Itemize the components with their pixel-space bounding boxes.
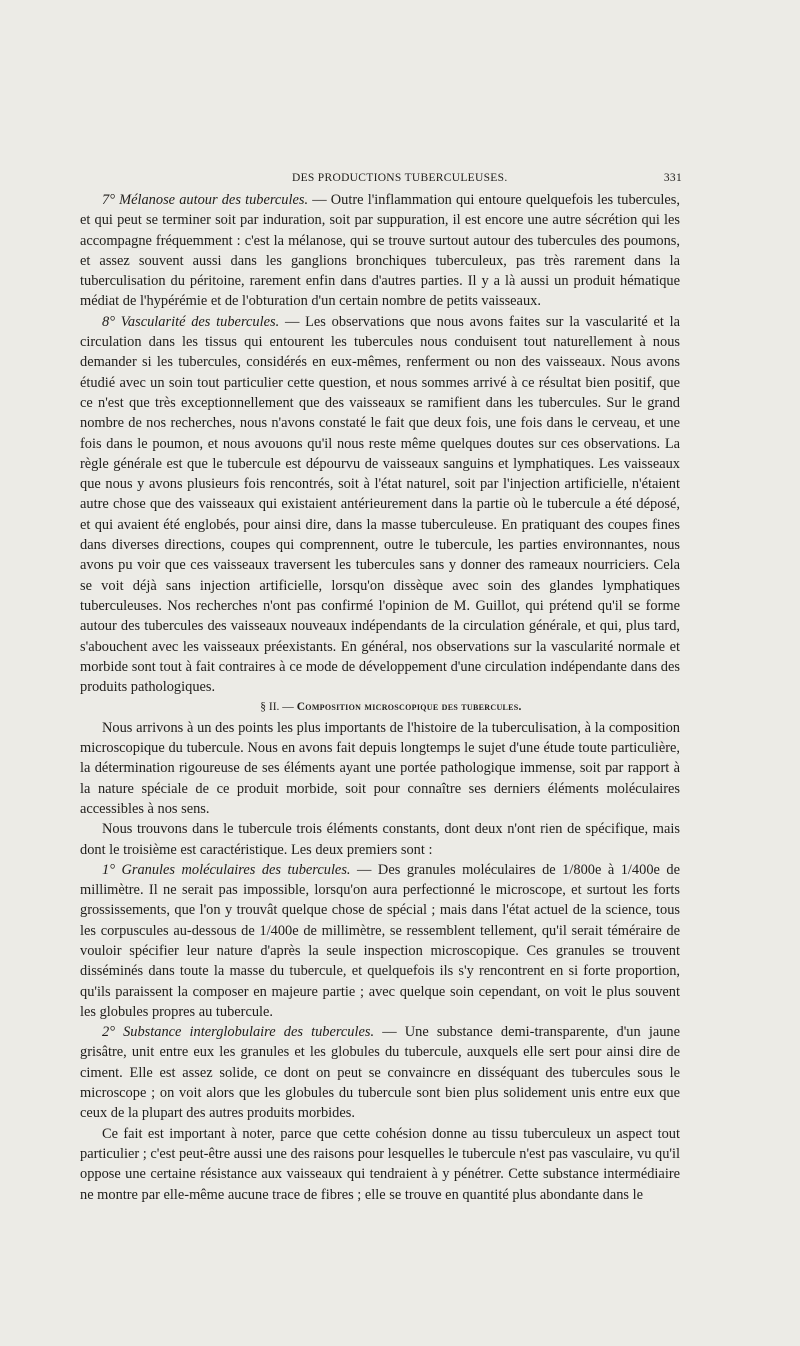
paragraph [80,860,680,1022]
paragraph [80,819,680,860]
section-title: Composition microscopique des tubercules. [296,701,522,714]
paragraph [80,312,680,698]
running-title: DES PRODUCTIONS TUBERCULEUSES. [292,172,508,184]
paragraph [80,190,680,312]
section-number: § II. — [260,701,294,714]
paragraph-text: — Les observations que nous avons faites sur la vascularité et la circulation dans les tissus qui entourent les tubercules nous conduisent tout naturellement à nous demander si les tubercules, considérés en eux-mêmes, renferment ou non des vaisseaux. Nous avons étudié avec un soin tout particulier cette question, et nous sommes arrivé à ce résultat bien positif, que ce n'est que très exceptionnellement que des vaisseaux se ramifient dans les tubercules. Sur le grand nombre de nos recherches, nous n'avons constaté le fait que deux fois, une fois dans le cerveau, et une fois dans le poumon, et nous avouons qu'il nous reste même quelques doutes sur ces observations. La règle générale est que le tubercule est dépourvu de vaisseaux sanguins et lymphatiques. Les vaisseaux que nous y avons plusieurs fois rencontrés, soit à l'état naturel, soit par l'injection artificielle, n'étaient autre chose que des vaisseaux qui existaient antérieurement dans la partie où le tubercule a été déposé, et qui avaient été englobés, pour ainsi dire, dans la masse tuberculeuse. En pratiquant des coupes fines dans diverses directions, coupes qui comprennent, outre le tubercule, les parties environnantes, nous avons pu voir que ces vaisseaux traversent les tubercules sans y donner des rameaux nourriciers. Cela se voit déjà sans injection artificielle, lorsqu'on dissèque avec soin des glandes lymphatiques tuberculeuses. Nos recherches n'ont pas confirmé l'opinion de M. Guillot, qui prétend qu'il se forme autour des tubercules des vaisseaux nouveaux indépendants de la circulation générale, et qui, plus tard, s'abouchent avec les vaisseaux préexistants. En général, nos observations sur la vascularité normale et morbide sont tout à fait contraires à ce mode de développement d'une circulation indépendante dans des produits pathologiques. [80,313,681,696]
body-text [80,190,680,1205]
paragraph [80,718,680,819]
paragraph-text: — Outre l'inflammation qui entoure quelquefois les tubercules, et qui peut se terminer soit par induration, soit par suppuration, il est encore une autre sécrétion qui les accompagne fréquemment : c'est la mélanose, qui se trouve surtout autour des tubercules des poumons, et assez souvent aussi dans les ganglions bronchiques tuberculeux, pas très rarement dans la tuberculisation du péritoine, rarement enfin dans d'autres parties. Il y a là aussi un produit hématique médiat de l'hypérémie et de l'obturation d'un certain nombre de petits vaisseaux. [80,192,681,310]
paragraph-lead: 1° Granules moléculaires des tubercules. [102,861,351,878]
paragraph-text: — Une substance demi-transparente, d'un jaune grisâtre, unit entre eux les granules et les globules du tubercule, auxquels elle sert pour ainsi dire de ciment. Elle est assez solide, ce dont on peut se convaincre en disséquant des tubercules sous le microscope ; on voit alors que les globules du tubercule sont bien plus solidement unis entre eux que ceux de la plupart des autres produits morbides. [80,1024,680,1122]
paragraph-text: — Des granules moléculaires de 1/800e à 1/400e de millimètre. Il ne serait pas impossible, lorsqu'on aura perfectionné le microscope, et surtout les forts grossissements, que l'on y trouvât quelque chose de spécial ; mais dans l'état actuel de la science, tous les corpuscules au-dessous de 1/400e de millimètre, se ressemblent tellement, qu'il serait téméraire de vouloir spécifier leur nature d'après la seule inspection microscopique. Ces granules se trouvent disséminés dans toute la masse du tubercule, et quelquefois ils s'y rencontrent en si forte proportion, qu'ils paraissent la composer en majeure partie ; avec quelque soin cependant, on voit le plus souvent les globules propres au tubercule. [80,861,680,1020]
paragraph-text: Nous arrivons à un des points les plus importants de l'histoire de la tuberculisation, à la composition microscopique du tubercule. Nous en avons fait depuis longtemps le sujet d'une étude toute particulière, la détermination rigoureuse de ses éléments ayant une portée pathologique immense, soit par rapport à la nature spéciale de ce produit morbide, soit pour connaître ses derniers éléments moléculaires accessibles à nos sens. [80,719,680,817]
paragraph [80,1022,680,1123]
section-heading [80,697,680,717]
paragraph-lead: 2° Substance interglobulaire des tubercules. [102,1024,375,1041]
paragraph-lead: 7° Mélanose autour des tubercules. [102,192,309,208]
paragraph-lead: 8° Vascularité des tubercules. [102,313,280,330]
paragraph [80,1124,680,1205]
page-number: 331 [663,172,682,184]
paragraph-text: Ce fait est important à noter, parce que cette cohésion donne au tissu tuberculeux un aspect tout particulier ; c'est peut-être aussi une des raisons pour lesquelles le tubercule n'est pas vasculaire, vu qu'il oppose une certaine résistance aux vaisseaux qui tendraient à y pénétrer. Cette substance intermédiaire ne montre par elle-même aucune trace de fibres ; elle se trouve en quantité plus abondante dans le [80,1125,680,1203]
paragraph-text: Nous trouvons dans le tubercule trois éléments constants, dont deux n'ont rien de spécifique, mais dont le troisième est caractéristique. Les deux premiers sont : [80,821,680,858]
